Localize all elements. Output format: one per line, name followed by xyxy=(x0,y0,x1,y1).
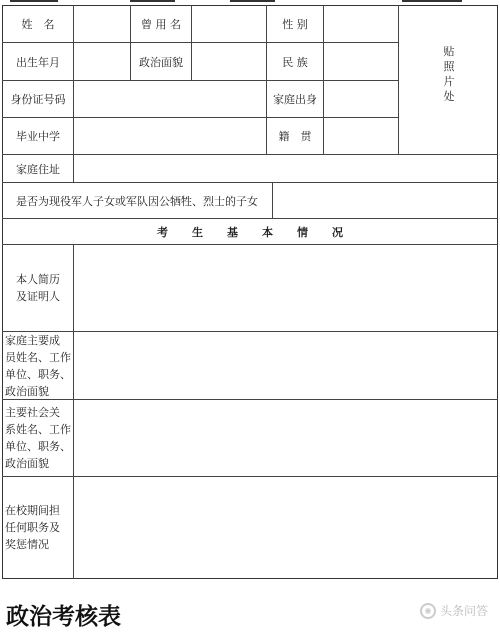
photo-char: 照 xyxy=(443,60,455,73)
top-mark-right xyxy=(402,0,462,2)
family-members-input[interactable] xyxy=(74,332,498,399)
photo-placeholder xyxy=(400,44,498,104)
address-input[interactable] xyxy=(74,155,498,182)
native-label: 籍 贯 xyxy=(278,130,312,143)
col-line-f xyxy=(398,5,399,155)
resume-label xyxy=(2,245,74,331)
family-label-line: 政治面貌 xyxy=(5,384,49,398)
ethnicity-label: 民 族 xyxy=(282,55,308,69)
resume-label-line: 本人简历 xyxy=(16,273,60,286)
family-label-line: 家庭主要成 xyxy=(5,333,60,347)
family-label-line: 单位、职务、 xyxy=(5,367,71,381)
id-label: 身份证号码 xyxy=(10,93,66,106)
birth-label: 出生年月 xyxy=(16,55,60,69)
section-char: 生 xyxy=(192,225,203,239)
resume-input[interactable] xyxy=(74,245,498,331)
alias-label: 曾 用 名 xyxy=(141,17,181,31)
duty-label-line: 奖惩情况 xyxy=(5,538,49,551)
political-input[interactable] xyxy=(192,43,266,80)
ethnicity-input[interactable] xyxy=(324,43,398,80)
address-label: 家庭住址 xyxy=(16,162,60,176)
family-origin-label: 家庭出身 xyxy=(273,93,317,106)
duty-label-line: 任何职务及 xyxy=(5,521,60,534)
watermark-text: 头条问答 xyxy=(439,604,488,618)
top-mark-left xyxy=(10,0,58,2)
social-label-line: 系姓名、工作 xyxy=(5,423,71,436)
school-duty-input[interactable] xyxy=(74,477,498,578)
section-header xyxy=(2,219,498,244)
political-label: 政治面貌 xyxy=(139,55,183,69)
school-input[interactable] xyxy=(74,118,266,154)
section-char: 本 xyxy=(262,225,273,239)
top-mark-mid-1 xyxy=(130,0,175,2)
page-caption: 政治考核表 xyxy=(6,604,121,630)
photo-char: 片 xyxy=(443,75,455,88)
name-label: 姓 名 xyxy=(21,17,55,31)
photo-char: 处 xyxy=(443,90,455,103)
id-input[interactable] xyxy=(74,81,266,117)
military-input[interactable] xyxy=(273,183,498,218)
section-char: 情 xyxy=(297,225,308,239)
social-label-line: 单位、职务、 xyxy=(5,440,71,453)
watermark xyxy=(420,602,488,619)
gender-label: 性 别 xyxy=(282,17,308,31)
social-label-line: 政治面貌 xyxy=(5,457,49,470)
resume-label-line: 及证明人 xyxy=(16,290,60,303)
section-char: 基 xyxy=(227,225,238,239)
top-mark-mid-2 xyxy=(230,0,275,2)
family-label-line: 员姓名、工作 xyxy=(5,350,71,364)
family-members-label xyxy=(2,332,74,399)
military-label: 是否为现役军人子女或军队因公牺牲、烈士的子女 xyxy=(16,194,258,208)
family-origin-input[interactable] xyxy=(324,81,398,117)
alias-input[interactable] xyxy=(192,5,266,42)
watermark-logo-icon: ◉ xyxy=(420,603,436,619)
gender-input[interactable] xyxy=(324,5,398,42)
social-label-line: 主要社会关 xyxy=(5,406,60,419)
school-label: 毕业中学 xyxy=(16,130,60,143)
native-input[interactable] xyxy=(324,118,398,154)
name-input[interactable] xyxy=(74,5,130,42)
section-char: 况 xyxy=(332,225,343,239)
school-duty-label xyxy=(2,477,74,578)
section-char: 考 xyxy=(157,225,168,239)
birth-input[interactable] xyxy=(74,43,130,80)
duty-label-line: 在校期间担 xyxy=(5,504,60,517)
photo-char: 贴 xyxy=(443,45,455,58)
social-relations-label xyxy=(2,400,74,476)
social-relations-input[interactable] xyxy=(74,400,498,476)
